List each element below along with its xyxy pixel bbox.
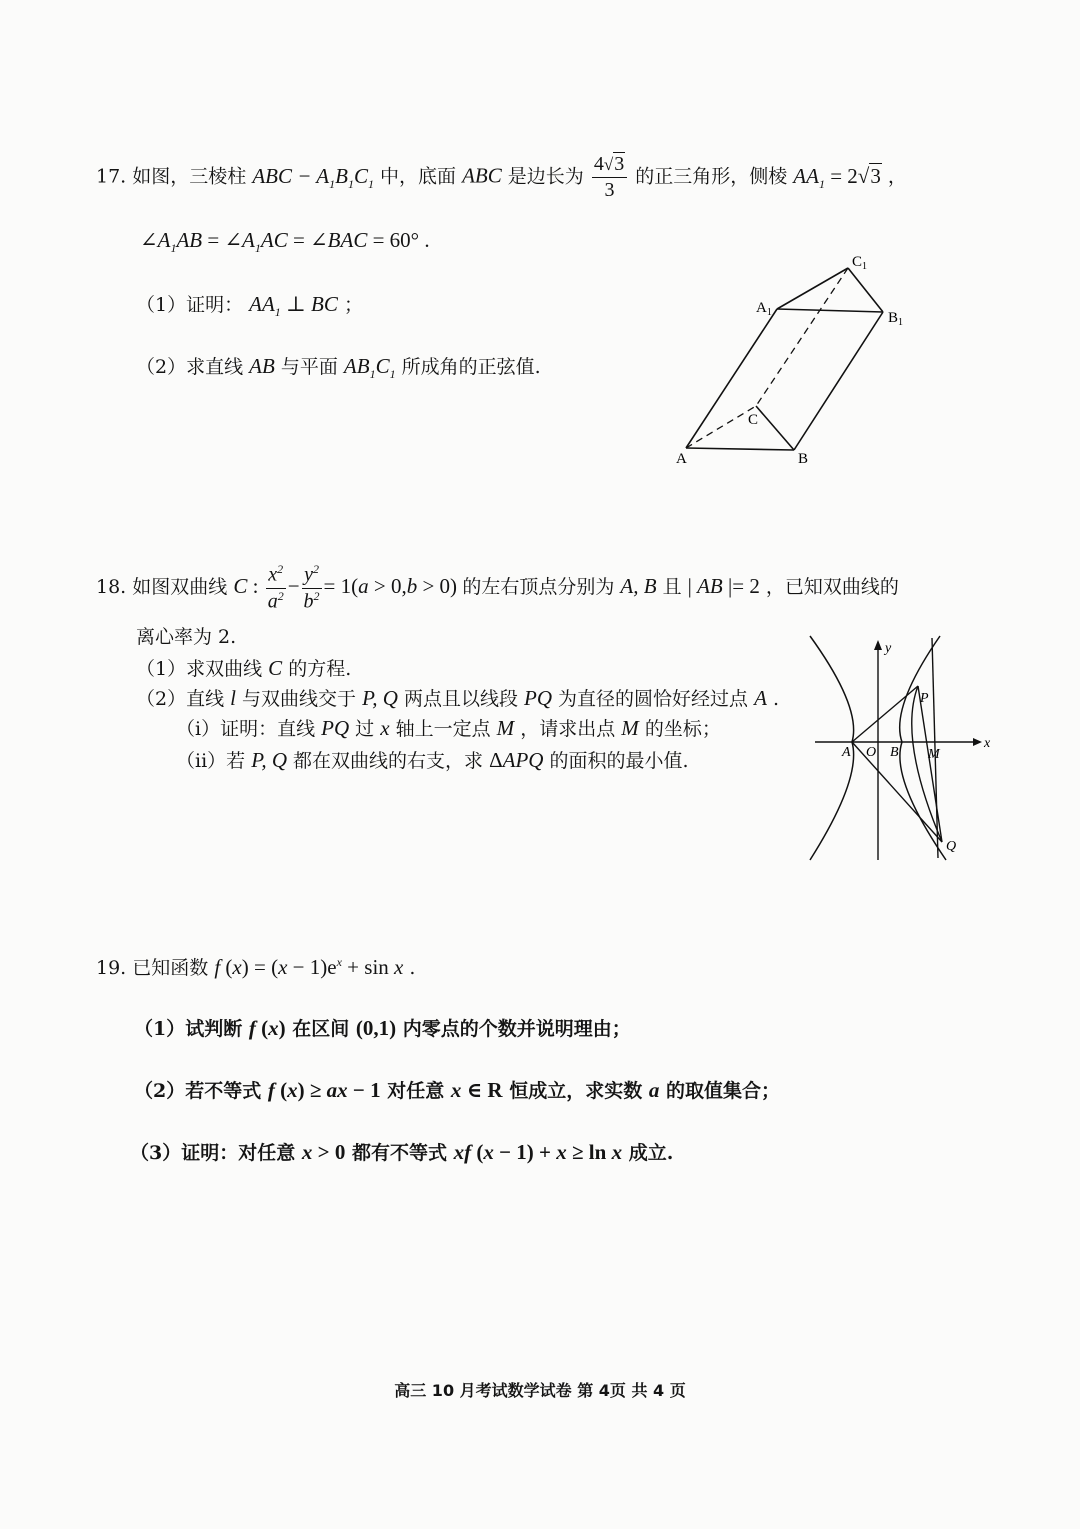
q18-pi-pq: PQ [321, 716, 350, 740]
label-b: B [798, 451, 809, 467]
q18-c: C [268, 656, 283, 680]
q18-pi-m: M [496, 716, 515, 740]
q19-part2 [134, 1080, 780, 1101]
q18-part2-d: 为直径的圆恰好经过点 [558, 688, 749, 710]
q19-p1-c: 内零点的个数并说明理由； [402, 1018, 631, 1040]
q18-part2 [136, 688, 779, 709]
q17-text-a: 如图，三棱柱 [132, 165, 247, 188]
q18-part1-text: （1）求双曲线 [136, 658, 263, 680]
q18-text-a: 如图双曲线 [132, 575, 228, 598]
q18-part2-c: 两点且以线段 [403, 688, 518, 710]
q17-part1-formula: $AA_1$ ⊥ BC [249, 292, 338, 320]
q19-p1-interval: (0,1) [355, 1016, 397, 1040]
q19-p2-d: 的取值集合； [665, 1080, 780, 1102]
q18-part1 [136, 658, 351, 679]
label-p: P [920, 691, 929, 706]
q17-prism-name: ABC − $A_1B_1C_1$ [252, 163, 374, 191]
q18-pq-points: P, Q [362, 686, 398, 710]
q19-part3 [130, 1142, 673, 1163]
q18-ab-length: | AB |= 2 [687, 573, 760, 598]
q18-line1 [96, 562, 899, 614]
q17-part1-prefix: （1）证明： [136, 294, 244, 316]
label-y: y [885, 641, 892, 656]
q17-line1 [96, 152, 907, 203]
q19-p2-c: 恒成立，求实数 [509, 1080, 643, 1102]
q17-part2 [136, 356, 541, 380]
q18-pii-pq: P, Q [251, 748, 287, 772]
q18-part2-b: 与双曲线交于 [242, 688, 357, 710]
q17-part1-suffix: ； [343, 294, 363, 316]
q19-p3-inequality: xf (x − 1) + x ≥ ln x [453, 1140, 623, 1164]
q17-prism-figure [670, 248, 920, 470]
q17-text-d: 的正三角形，侧棱 [635, 165, 788, 188]
q18-part2-i [176, 718, 721, 739]
q18-pi-m2: M [621, 716, 639, 740]
q18-pi-a: （i）证明：直线 [176, 718, 316, 740]
q19-p3-a: （3）证明：对任意 [130, 1142, 296, 1164]
label-c: C [748, 412, 759, 428]
q18-pq: PQ [524, 686, 552, 710]
q18-pii-a: （ii）若 [176, 750, 246, 772]
q19-p3-b: 都有不等式 [351, 1142, 447, 1164]
q18-text-c: 且 [662, 575, 682, 598]
q18-hyperbola-eq: C : $\frac{x^2}{a^2}$ − $\frac{y^2}{b^2}$ = 1(a > 0,b > 0) [233, 562, 458, 613]
q19-text-b: . [409, 957, 416, 979]
q18-pi-e: 的坐标； [644, 718, 721, 740]
q19-part1 [134, 1018, 631, 1039]
q17-text-e: ， [887, 165, 907, 188]
q17-line-ab: AB [249, 354, 275, 378]
q17-part2-mid: 与平面 [280, 356, 338, 378]
q18-number: 18. [96, 575, 127, 598]
label-o: O [866, 745, 877, 760]
q18-part2-a: （2）直线 [136, 688, 225, 710]
q17-part1 [136, 294, 363, 318]
q19-p3-cond: x > 0 [301, 1140, 346, 1164]
q17-part2-prefix: （2）求直线 [136, 356, 244, 378]
q17-number: 17. [96, 165, 127, 188]
q19-function: f $(x) = (x - 1)e^x + \sin x$ [214, 955, 404, 979]
q19-p3-c: 成立. [628, 1142, 674, 1164]
label-a: A [676, 451, 687, 467]
label-a: A [842, 745, 851, 760]
q18-pii-c: 的面积的最小值. [549, 750, 689, 772]
q17-text-b: 中，底面 [380, 165, 457, 188]
q19-p2-inequality: f (x) ≥ ax − 1 [267, 1078, 381, 1102]
q18-text-d: ，已知双曲线的 [765, 575, 899, 598]
q17-lateral-edge: $AA_1 = 2√3$ [793, 163, 881, 191]
q18-part2-ii [176, 750, 689, 771]
q18-pi-c: 轴上一定点 [395, 718, 491, 740]
q18-point-a: A [754, 686, 767, 710]
q19-p2-b: 对任意 [387, 1080, 445, 1102]
q18-pii-triangle: ΔAPQ [489, 748, 544, 772]
q18-line-l: l [230, 686, 236, 710]
q18-pi-b: 过 [355, 718, 375, 740]
q18-text-b: 的左右顶点分别为 [462, 575, 615, 598]
q19-p2-a-var: a [648, 1078, 660, 1102]
q17-side-length: $\frac{4√3}{3}$ [592, 152, 627, 203]
label-c1: $C_1$ [852, 254, 868, 272]
q18-pii-b: 都在双曲线的右支，求 [293, 750, 484, 772]
q18-hyperbola-figure [800, 628, 1000, 868]
q17-plane: $AB_1C_1$ [343, 354, 396, 382]
label-q: Q [946, 839, 957, 854]
q19-p1-b: 在区间 [292, 1018, 350, 1040]
q18-pi-d: ，请求出点 [520, 718, 616, 740]
q18-line2: 离心率为 2. [136, 626, 237, 648]
q19-p1-a: （1）试判断 [134, 1018, 243, 1040]
page-footer: 高三 10 月考试数学试卷 第 4页 共 4 页 [394, 1381, 686, 1400]
q17-base: ABC [462, 163, 502, 188]
q18-vertices: A, B [620, 573, 657, 598]
label-m: M [928, 747, 940, 762]
q17-part2-suffix: 所成角的正弦值. [401, 356, 541, 378]
q19-text-a: 已知函数 [132, 957, 209, 979]
label-x: x [984, 736, 991, 751]
label-b: B [890, 745, 899, 760]
q18-part2-e: . [772, 688, 780, 710]
q19-p2-a: （2）若不等式 [134, 1080, 262, 1102]
label-b1: $B_1$ [888, 310, 904, 328]
q18-pi-x: x [380, 716, 390, 740]
q19-number: 19. [96, 957, 127, 979]
q19-p2-domain: x ∈ R [450, 1078, 503, 1102]
q17-angle-condition: $\angle A_1AB$ = $\angle A_1AC$ = ∠BAC = 60° . [140, 228, 430, 256]
label-a1: $A_1$ [756, 300, 772, 318]
q18-part1-suffix: 的方程. [288, 658, 352, 680]
q19-line1 [96, 956, 415, 978]
q17-text-c: 是边长为 [507, 165, 584, 188]
q19-p1-fx: f (x) [248, 1016, 286, 1040]
